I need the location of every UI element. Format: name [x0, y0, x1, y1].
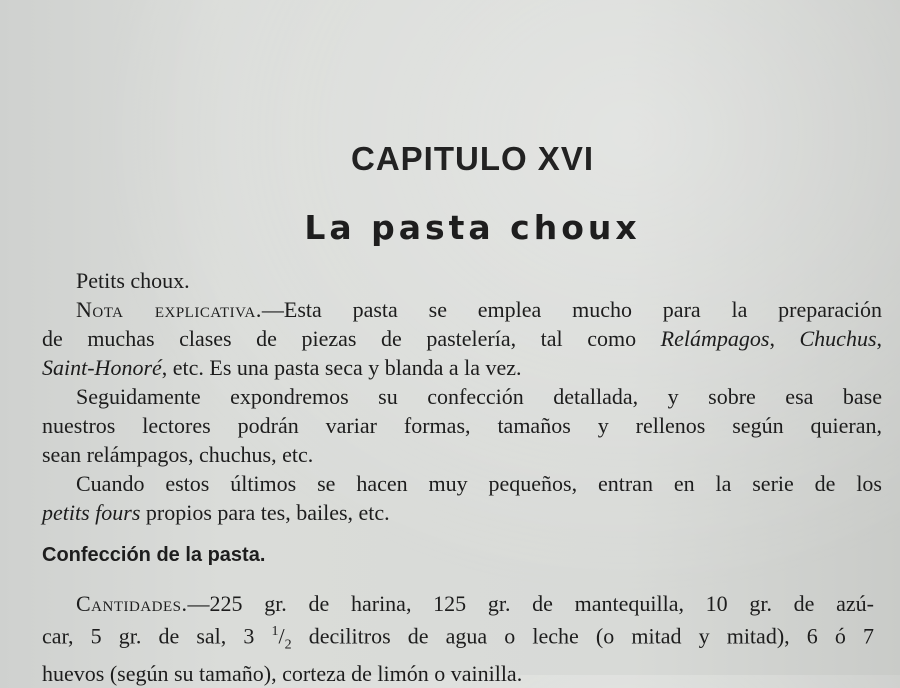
petits-line: Petits choux. — [76, 268, 190, 293]
nota-line-2: de muchas clases de piezas de pastelería, tal como Relámpagos, Chuchus, — [42, 326, 882, 351]
italic-saint-honore: Saint-Honoré — [42, 355, 162, 380]
italic-petits-fours: petits fours — [42, 500, 141, 525]
nota-text-3: , etc. Es una pasta seca y blanda a la vez. — [161, 355, 522, 380]
intro-text — [42, 266, 882, 527]
fraction-denominator: 2 — [284, 637, 292, 653]
seg-line-3: sean relámpagos, chuchus, etc. — [42, 442, 314, 467]
cantidades-line-1 — [42, 590, 874, 618]
cantidades-label: Cantidades. — [76, 591, 188, 616]
cantidades-text-2a: car, 5 gr. de sal, 3 — [42, 623, 272, 649]
cantidades-line-2: car, 5 gr. de sal, 3 $^1/_2$ decilitros de agua o leche (o mitad y mitad), 6 ó 7 — [42, 623, 875, 653]
chapter-heading: CAPITULO XVI — [350, 140, 595, 177]
cantidades-text-2b: decilitros de agua o leche (o mitad y mitad), 6 ó 7 — [291, 623, 875, 649]
cuando-line-1: Cuando estos últimos se hacen muy pequeños, entran en la serie de los — [76, 471, 882, 496]
section-heading: Confección de la pasta. — [42, 544, 266, 566]
italic-chuchus: Chuchus — [799, 326, 877, 351]
nota-text-1: —Esta pasta se emplea mucho para la preparación — [261, 297, 883, 322]
cuando-line-2 — [42, 498, 882, 527]
italic-relampagos: Relámpagos — [660, 326, 770, 351]
fraction-numerator: 1 — [271, 624, 279, 639]
cantidades-line-3: huevos (según su tamaño), corteza de limón o vainilla. — [42, 660, 523, 686]
cantidades-text-1: —225 gr. de harina, 125 gr. de mantequilla, 10 gr. de azú- — [187, 591, 874, 616]
page-title: La pasta choux — [304, 208, 641, 247]
nota-comma: , — [769, 326, 775, 351]
seg-line-1: Seguidamente expondremos su confección detallada, y sobre esa base — [76, 384, 882, 409]
nota-label: Nota explicativa. — [76, 297, 262, 322]
cuando-text-2: propios para tes, bailes, etc. — [140, 500, 390, 525]
nota-text-2: de muchas clases de piezas de pastelería, tal como — [42, 326, 637, 351]
cantidades-text — [42, 590, 874, 688]
seg-line-2: nuestros lectores podrán variar formas, tamaños y rellenos según quieran, — [42, 413, 882, 438]
nota-line-1 — [42, 295, 882, 324]
nota-line-3 — [42, 353, 882, 382]
